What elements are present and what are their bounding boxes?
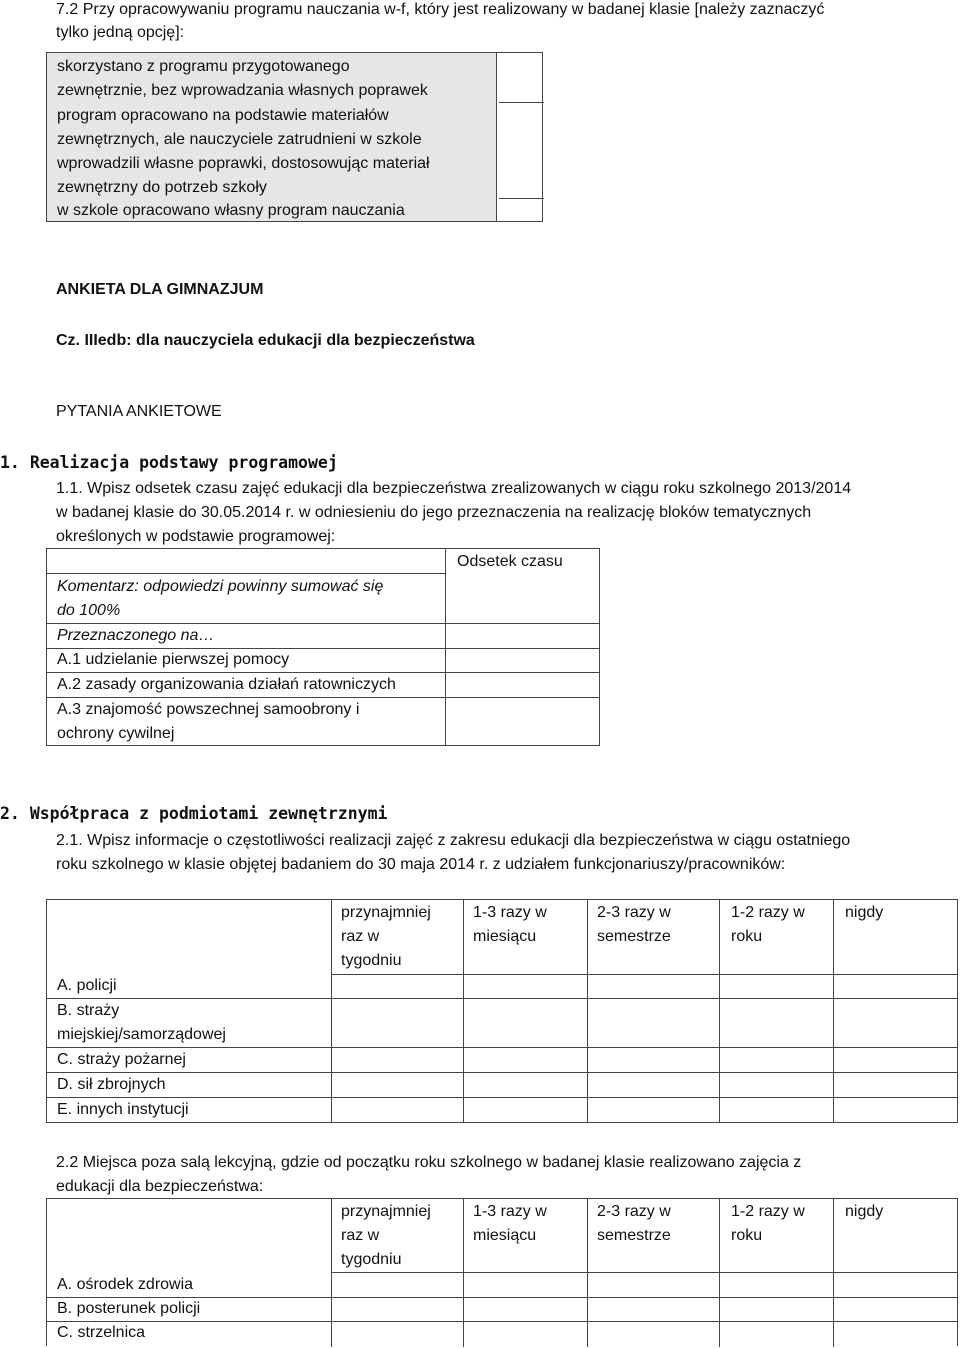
- ft2-header-never: nigdy: [845, 1203, 884, 1220]
- odsetek-dest-label: Przeznaczonego na…: [57, 627, 215, 644]
- ft1-row-police: A. policji: [57, 977, 117, 994]
- q11-line1: 1.1. Wpisz odsetek czasu zajęć edukacji dla bezpieczeństwa zrealizowanych w ciągu roku szkolnego 2013/2014: [56, 480, 852, 497]
- q72-option3-checkbox[interactable]: [499, 199, 544, 222]
- q72-option2-label: program opracowano na podstawie materiałów zewnętrznych, ale nauczyciele zatrudnieni w szkole wprowadzili własne poprawki, dostosowując materiał zewnętrzny do potrzeb szkoły: [57, 107, 430, 196]
- odsetek-col-header: Odsetek czasu: [457, 553, 563, 570]
- ft1-col-divider: [587, 900, 588, 1122]
- odsetek-row-line: [47, 573, 445, 574]
- frequency-table-institutions: [46, 899, 958, 1123]
- q72-options-table: [46, 52, 543, 222]
- ft2-row-line: [331, 1272, 957, 1273]
- q72-option1-label: skorzystano z programu przygotowanego zewnętrznie, bez wprowadzania własnych poprawek: [57, 58, 428, 99]
- ft1-header-monthly: 1-3 razy w miesiącu: [473, 904, 547, 945]
- ft2-row-police-station: B. posterunek policji: [57, 1300, 201, 1317]
- part-title: Cz. IIIedb: dla nauczyciela edukacji dla bezpieczeństwa: [56, 332, 475, 349]
- ft2-header-semester: 2-3 razy w semestrze: [597, 1203, 671, 1244]
- ft1-col-divider: [463, 900, 464, 1122]
- q11-line2: w badanej klasie do 30.05.2014 r. w odniesieniu do jego przeznaczenia na realizację bloków tematycznych: [56, 504, 812, 521]
- questions-label: PYTANIA ANKIETOWE: [56, 403, 222, 420]
- q22-line1: 2.2 Miejsca poza salą lekcyjną, gdzie od początku roku szkolnego w badanej klasie realizowano zajęcia z: [56, 1154, 802, 1171]
- ft1-col-divider: [833, 900, 834, 1122]
- odsetek-row-a1: A.1 udzielanie pierwszej pomocy: [57, 651, 290, 668]
- survey-title: ANKIETA DLA GIMNAZJUM: [56, 281, 264, 298]
- section1-heading: 1. Realizacja podstawy programowej: [0, 453, 338, 472]
- ft2-col-divider: [331, 1199, 332, 1347]
- q11-line3: określonych w podstawie programowej:: [56, 528, 336, 545]
- q22-line2: edukacji dla bezpieczeństwa:: [56, 1178, 264, 1195]
- ft2-header-monthly: 1-3 razy w miesiącu: [473, 1203, 547, 1244]
- ft2-row-health-center: A. ośrodek zdrowia: [57, 1276, 194, 1293]
- ft1-row-line: [331, 974, 957, 975]
- odsetek-a2-value[interactable]: [446, 673, 598, 696]
- ft1-header-weekly: przynajmniej raz w tygodniu: [341, 904, 431, 969]
- ft1-header-never: nigdy: [845, 904, 884, 921]
- odsetek-a3-value[interactable]: [446, 698, 598, 744]
- q72-option2-checkbox[interactable]: [499, 103, 544, 199]
- section2-heading: 2. Współpraca z podmiotami zewnętrznymi: [0, 804, 388, 823]
- ft1-header-semester: 2-3 razy w semestrze: [597, 904, 671, 945]
- ft1-row-other: E. innych instytucji: [57, 1101, 189, 1118]
- q21-line2: roku szkolnego w klasie objętej badaniem do 30 maja 2014 r. z udziałem funkcjonariuszy/pracowników:: [56, 856, 786, 873]
- odsetek-row-a3: A.3 znajomość powszechnej samoobrony i ochrony cywilnej: [57, 701, 360, 742]
- ft2-col-divider: [463, 1199, 464, 1347]
- frequency-table-places: [46, 1198, 958, 1346]
- ft1-row-armed-forces: D. sił zbrojnych: [57, 1076, 166, 1093]
- odsetek-comment: Komentarz: odpowiedzi powinny sumować się do 100%: [57, 578, 384, 619]
- odsetek-row-a2: A.2 zasady organizowania działań ratowniczych: [57, 676, 396, 693]
- ft1-col-divider: [331, 900, 332, 1122]
- q72-title-line1: 7.2 Przy opracowywaniu programu nauczania w-f, który jest realizowany w badanej klasie [należy zaznaczyć: [56, 1, 825, 18]
- odsetek-comment-value[interactable]: [446, 574, 598, 622]
- q72-option3-label: w szkole opracowano własny program nauczania: [57, 202, 405, 219]
- ft2-col-divider: [833, 1199, 834, 1347]
- ft2-row-shooting-range: C. strzelnica: [57, 1324, 146, 1341]
- ft2-col-divider: [719, 1199, 720, 1347]
- odsetek-table: [46, 548, 600, 746]
- ft2-header-weekly: przynajmniej raz w tygodniu: [341, 1203, 431, 1268]
- ft1-row-city-guard: B. straży miejskiej/samorządowej: [57, 1002, 226, 1043]
- q72-option1-checkbox[interactable]: [499, 53, 544, 103]
- ft1-row-line: [47, 1072, 957, 1073]
- ft2-row-line: [47, 1321, 957, 1322]
- odsetek-a1-value[interactable]: [446, 649, 598, 671]
- ft1-col-divider: [719, 900, 720, 1122]
- ft1-row-fire-brigade: C. straży pożarnej: [57, 1051, 186, 1068]
- q72-title-line2: tylko jedną opcję]:: [56, 24, 185, 41]
- ft2-col-divider: [587, 1199, 588, 1347]
- ft1-header-yearly: 1-2 razy w roku: [731, 904, 805, 945]
- q21-line1: 2.1. Wpisz informacje o częstotliwości realizacji zajęć z zakresu edukacji dla bezpieczeństwa w ciągu ostatniego: [56, 832, 851, 849]
- ft2-header-yearly: 1-2 razy w roku: [731, 1203, 805, 1244]
